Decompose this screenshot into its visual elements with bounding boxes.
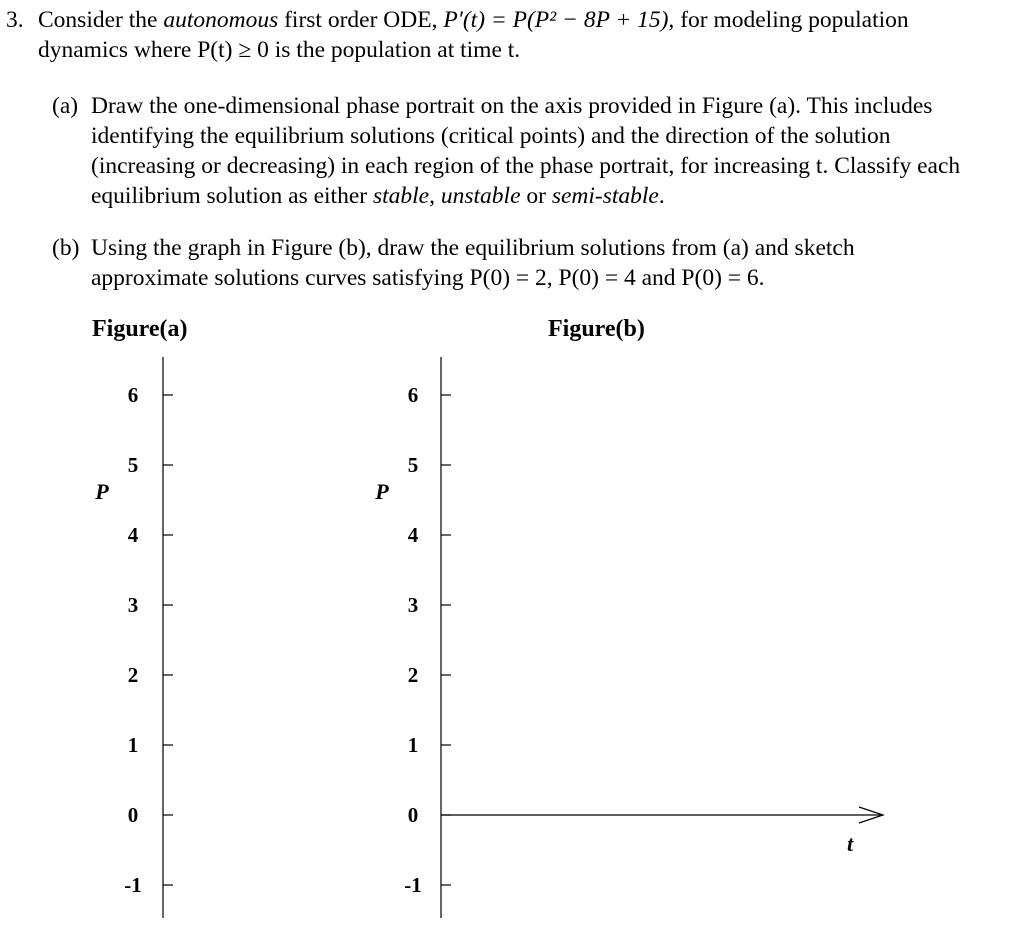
figure-a-plot (94, 357, 173, 918)
y-tick-label: 1 (407, 733, 419, 757)
part-a-line-2: identifying the equilibrium solutions (critical points) and the direction of the solution (91, 123, 891, 149)
problem-intro-text: Consider the autonomous first order ODE, P′(t) = P(P² − 8P + 15), for modeling population (38, 7, 909, 33)
y-axis-label: P (375, 479, 389, 504)
problem-line-2: dynamics where P(t) ≥ 0 is the population at time t. (38, 37, 521, 63)
figure-b-title: Figure(b) (548, 316, 645, 342)
x-axis-label: t (846, 831, 854, 856)
part-a-line-1: Draw the one-dimensional phase portrait on the axis provided in Figure (a). This includes (91, 93, 933, 119)
y-axis-label: P (95, 479, 109, 504)
y-tick-label: 1 (127, 733, 139, 757)
y-tick-label: 2 (127, 663, 139, 687)
y-tick-label: -1 (404, 873, 422, 897)
y-tick-label: 2 (407, 663, 419, 687)
y-tick-label: 5 (407, 453, 419, 477)
part-b-label: (b) (52, 235, 80, 261)
part-b-line-2: approximate solutions curves satisfying P(0) = 2, P(0) = 4 and P(0) = 6. (91, 265, 765, 291)
problem-number: 3. (6, 7, 24, 33)
y-tick-label: 4 (407, 523, 419, 547)
y-tick-label: 3 (407, 593, 419, 617)
part-a-label: (a) (52, 93, 79, 119)
y-tick-label: 5 (127, 453, 139, 477)
y-tick-label: 3 (127, 593, 139, 617)
figure-a-title: Figure(a) (92, 316, 188, 342)
ode-equation: P′(t) = P(P² − 8P + 15), (443, 7, 675, 33)
part-b-line-1: Using the graph in Figure (b), draw the equilibrium solutions from (a) and sketch (91, 235, 855, 261)
y-tick-label: 0 (407, 803, 419, 827)
y-tick-label: -1 (124, 873, 142, 897)
figure-b-plot (374, 357, 883, 918)
y-tick-label: 0 (127, 803, 139, 827)
part-a-line-3: (increasing or decreasing) in each region of the phase portrait, for increasing t. Classify each (91, 153, 961, 179)
part-a-line-4: equilibrium solution as either stable, unstable or semi-stable. (91, 183, 665, 209)
y-tick-label: 6 (407, 383, 419, 407)
y-tick-label: 6 (127, 383, 139, 407)
y-tick-label: 4 (127, 523, 139, 547)
